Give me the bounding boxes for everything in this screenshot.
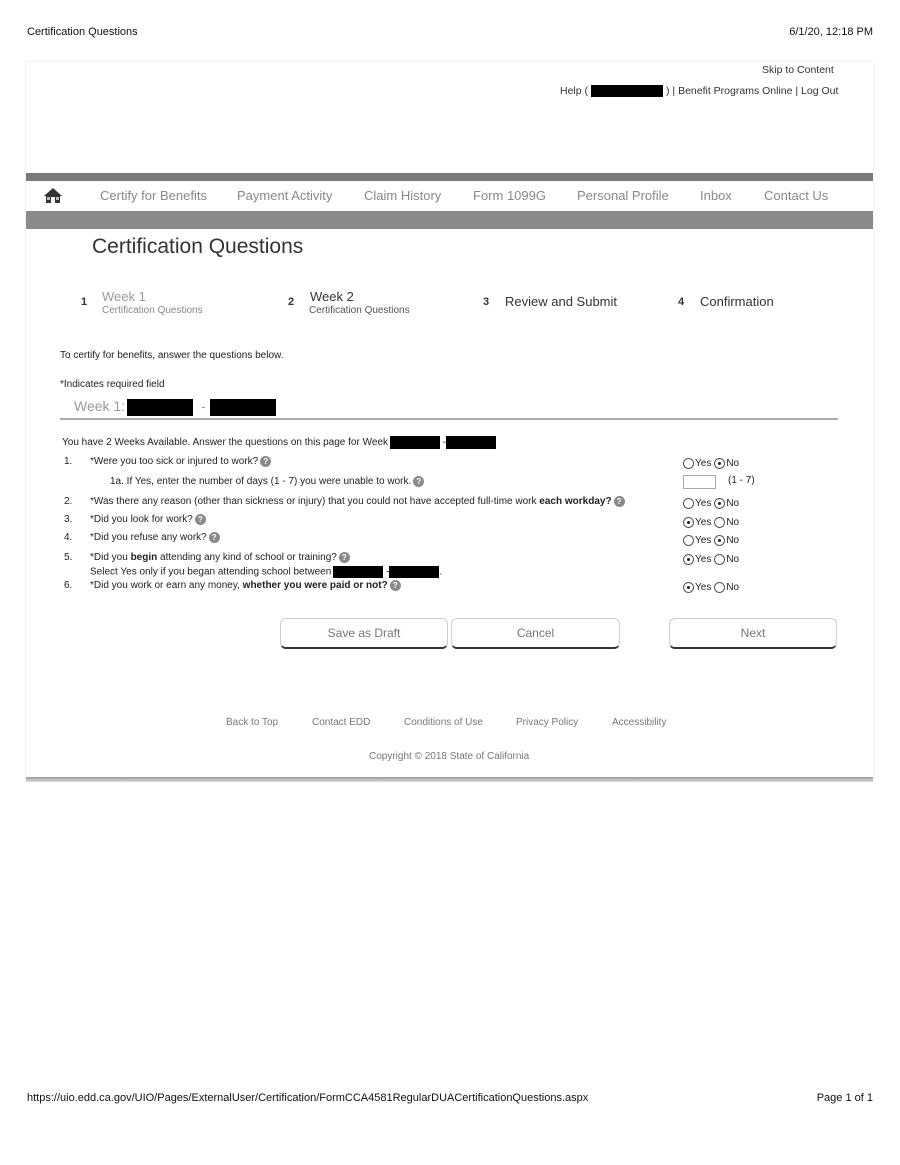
q2-no-label: No — [726, 498, 740, 510]
step-1-title: Week 1 — [102, 289, 146, 304]
q2-text: *Was there any reason (other than sickness or injury) that you could not have accepted full-time work — [90, 496, 540, 508]
weeks-available-label: You have 2 Weeks Available. Answer the questions on this page for Week — [62, 437, 388, 449]
save-as-draft-button[interactable]: Save as Draft — [280, 618, 448, 649]
required-note: *Indicates required field — [60, 379, 165, 390]
q1-no-label: No — [726, 458, 740, 470]
q4-yes-radio[interactable] — [683, 535, 694, 546]
help-icon[interactable]: ? — [209, 532, 220, 543]
q6-no-radio[interactable] — [714, 582, 725, 593]
q5-text-c: attending any kind of school or training? — [157, 552, 337, 564]
q2-text-bold: each workday? — [539, 496, 612, 508]
q5-no-label: No — [726, 554, 740, 566]
q6-text-a: *Did you work or earn any money, — [90, 580, 243, 592]
q5-sub-end: . — [439, 566, 443, 578]
help-icon[interactable]: ? — [339, 552, 350, 563]
footer-back-to-top[interactable]: Back to Top — [226, 717, 279, 728]
q3-no-label: No — [726, 517, 740, 529]
skip-to-content-link[interactable]: Skip to Content — [762, 64, 834, 76]
q2-radio-group — [683, 495, 742, 513]
q4-yes-label: Yes — [695, 535, 712, 547]
help-link[interactable]: Help ( — [560, 85, 589, 97]
page-frame — [26, 62, 873, 780]
nav-certify-for-benefits[interactable]: Certify for Benefits — [100, 188, 207, 203]
q6-no-label: No — [726, 582, 740, 594]
nav-top-bar — [26, 173, 873, 181]
week-dash: - — [201, 398, 206, 414]
q1a-days-input[interactable] — [683, 475, 716, 489]
redacted-box — [591, 85, 663, 97]
redacted-box — [333, 566, 383, 578]
q1a-range-label: (1 - 7) — [728, 475, 755, 486]
q3-yes-radio[interactable] — [683, 517, 694, 528]
step-1-subtitle: Certification Questions — [102, 305, 203, 316]
q2-yes-radio[interactable] — [683, 498, 694, 509]
nav-bottom-bar — [26, 211, 873, 229]
nav-contact-us[interactable]: Contact Us — [764, 188, 829, 203]
q3-no-radio[interactable] — [714, 517, 725, 528]
redacted-box — [210, 399, 276, 416]
q5-text-bold: begin — [130, 552, 158, 564]
q2-number: 2. — [64, 496, 73, 507]
week-label: Week 1: — [74, 398, 126, 414]
q4-number: 4. — [64, 532, 73, 543]
print-footer-page: Page 1 of 1 — [816, 1092, 873, 1104]
help-icon[interactable]: ? — [413, 476, 424, 487]
next-button[interactable]: Next — [669, 618, 837, 649]
nav-inbox[interactable]: Inbox — [700, 188, 732, 203]
q1-no-radio[interactable] — [714, 458, 725, 469]
redacted-box — [389, 566, 439, 578]
q5-text-wrap — [90, 552, 350, 563]
page-title: Certification Questions — [92, 235, 304, 258]
weeks-available-text — [62, 436, 496, 449]
footer-conditions-of-use[interactable]: Conditions of Use — [404, 717, 483, 728]
utility-links-text[interactable]: ) | Benefit Programs Online | Log Out — [666, 85, 839, 97]
step-3-number: 3 — [483, 296, 490, 308]
q5-radio-group — [683, 551, 742, 569]
q5-yes-label: Yes — [695, 554, 712, 566]
nav-claim-history[interactable]: Claim History — [364, 188, 442, 203]
frame-bottom-shadow — [26, 777, 873, 782]
week-heading — [74, 398, 276, 416]
step-3-title: Review and Submit — [505, 294, 617, 309]
help-icon[interactable]: ? — [260, 456, 271, 467]
help-icon[interactable]: ? — [614, 496, 625, 507]
redacted-box — [127, 399, 193, 416]
footer-privacy-policy[interactable]: Privacy Policy — [516, 717, 579, 728]
home-icon[interactable] — [44, 187, 62, 204]
q1-radio-group — [683, 455, 742, 473]
help-icon[interactable]: ? — [195, 514, 206, 525]
step-2-number: 2 — [288, 296, 295, 308]
q4-no-radio[interactable] — [714, 535, 725, 546]
redacted-box — [390, 436, 440, 449]
q4-text: *Did you refuse any work? — [90, 532, 207, 544]
help-icon[interactable]: ? — [390, 580, 401, 591]
cancel-button[interactable]: Cancel — [451, 618, 620, 649]
q6-radio-group — [683, 579, 742, 597]
utility-links — [560, 85, 838, 97]
q5-no-radio[interactable] — [714, 554, 725, 565]
q2-no-radio[interactable] — [714, 498, 725, 509]
step-1-number: 1 — [81, 296, 88, 308]
q3-number: 3. — [64, 514, 73, 525]
print-header-datetime: 6/1/20, 12:18 PM — [789, 26, 873, 38]
q1a-text-wrap — [110, 476, 424, 487]
q6-text-wrap — [90, 580, 401, 591]
q5-yes-radio[interactable] — [683, 554, 694, 565]
q2-text-wrap — [90, 496, 625, 507]
q1a-text: 1a. If Yes, enter the number of days (1 - 7) you were unable to work. — [110, 476, 412, 488]
q1-text: *Were you too sick or injured to work? — [90, 456, 259, 468]
q5-sub-wrap — [90, 566, 442, 578]
intro-text: To certify for benefits, answer the questions below. — [60, 350, 284, 361]
dash: - — [442, 437, 447, 449]
q3-text: *Did you look for work? — [90, 514, 193, 526]
q4-no-label: No — [726, 535, 740, 547]
q5-sub-text: Select Yes only if you began attending school between — [90, 566, 332, 578]
print-header-title: Certification Questions — [27, 26, 138, 38]
q3-yes-label: Yes — [695, 517, 712, 529]
redacted-box — [446, 436, 496, 449]
q6-yes-radio[interactable] — [683, 582, 694, 593]
footer-contact-edd[interactable]: Contact EDD — [312, 717, 371, 728]
step-4-title: Confirmation — [700, 294, 774, 309]
print-footer-url: https://uio.edd.ca.gov/UIO/Pages/ExternalUser/Certification/FormCCA4581RegularDUACertificationQuestions.aspx — [27, 1092, 589, 1104]
footer-accessibility[interactable]: Accessibility — [612, 717, 667, 728]
q5-text-a: *Did you — [90, 552, 131, 564]
q6-text-bold: whether you were paid or not? — [242, 580, 388, 592]
q4-text-wrap — [90, 532, 220, 543]
q5-number: 5. — [64, 552, 73, 563]
dash: - — [386, 566, 390, 578]
q4-radio-group — [683, 532, 742, 550]
nav-payment-activity[interactable]: Payment Activity — [237, 188, 333, 203]
nav-form-1099g[interactable]: Form 1099G — [473, 188, 546, 203]
q6-number: 6. — [64, 580, 73, 591]
q1-text-wrap — [90, 456, 271, 467]
q2-yes-label: Yes — [695, 498, 712, 510]
step-2-subtitle: Certification Questions — [309, 305, 410, 316]
copyright: Copyright © 2018 State of California — [369, 751, 530, 762]
step-2-title: Week 2 — [310, 289, 354, 304]
q3-radio-group — [683, 514, 742, 532]
nav-personal-profile[interactable]: Personal Profile — [577, 188, 669, 203]
step-4-number: 4 — [678, 296, 685, 308]
section-divider — [60, 418, 838, 420]
q1-yes-label: Yes — [695, 458, 712, 470]
main-nav — [26, 181, 873, 212]
q3-text-wrap — [90, 514, 206, 525]
q6-yes-label: Yes — [695, 582, 712, 594]
q1-number: 1. — [64, 456, 73, 467]
q1-yes-radio[interactable] — [683, 458, 694, 469]
